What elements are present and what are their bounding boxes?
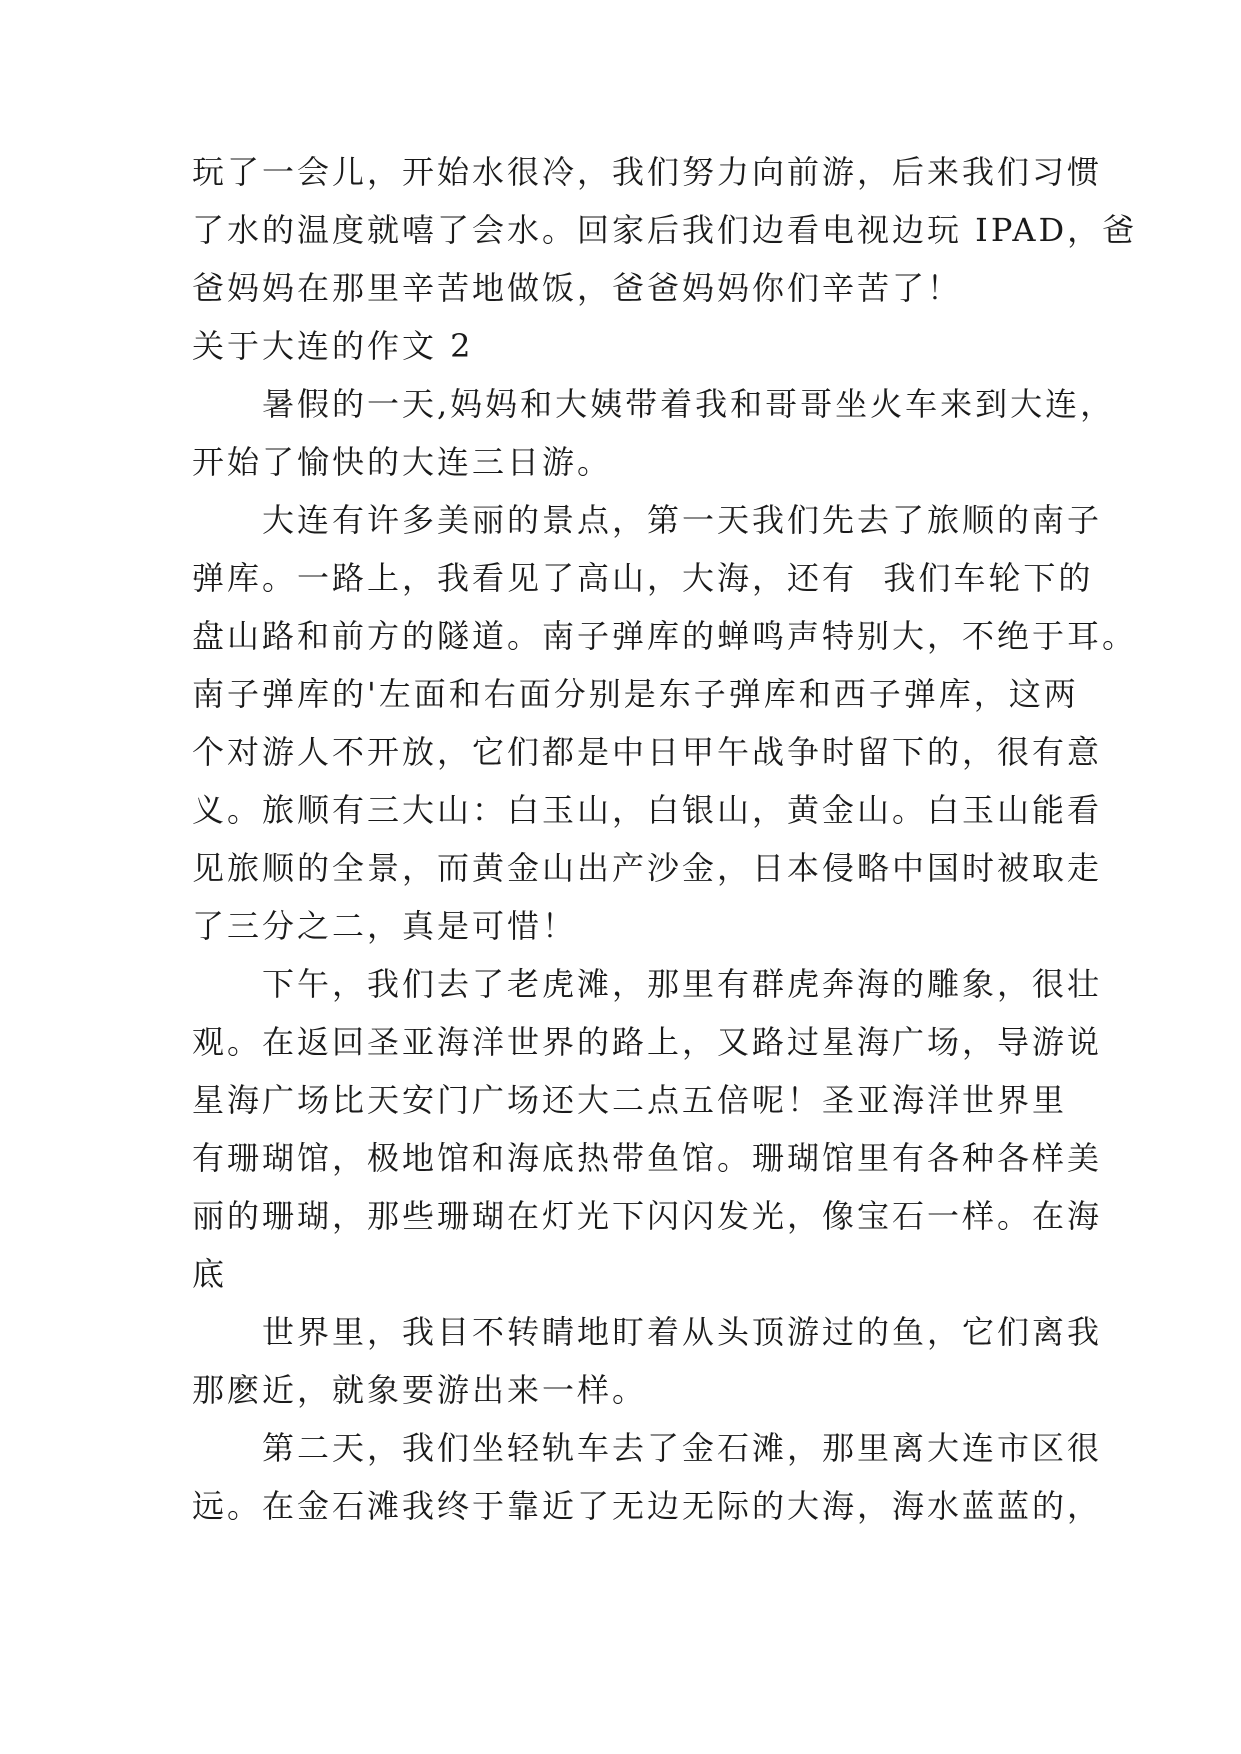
text-line: 第二天，我们坐轻轨车去了金石滩，那里离大连市区很	[192, 1429, 1103, 1467]
text-line: 玩了一会儿，开始水很冷，我们努力向前游，后来我们习惯	[192, 153, 1103, 191]
text-line: 大连有许多美丽的景点，第一天我们先去了旅顺的南子	[192, 501, 1103, 539]
section-heading: 关于大连的作文 2	[192, 327, 474, 365]
text-line: 丽的珊瑚，那些珊瑚在灯光下闪闪发光，像宝石一样。在海	[192, 1197, 1103, 1235]
text-line: 盘山路和前方的隧道。南子弹库的蝉鸣声特别大，不绝于耳。	[192, 617, 1138, 655]
text-line: 个对游人不开放，它们都是中日甲午战争时留下的，很有意	[192, 733, 1103, 771]
text-line: 观。在返回圣亚海洋世界的路上，又路过星海广场，导游说	[192, 1023, 1103, 1061]
text-line: 世界里，我目不转睛地盯着从头顶游过的鱼，它们离我	[192, 1313, 1103, 1351]
text-line: 弹库。一路上，我看见了高山，大海，还有 我们车轮下的	[192, 559, 1094, 597]
text-line: 爸妈妈在那里辛苦地做饭，爸爸妈妈你们辛苦了！	[192, 269, 963, 307]
text-line: 了水的温度就嘻了会水。回家后我们边看电视边玩 IPAD，爸	[192, 211, 1138, 249]
text-line: 了三分之二，真是可惜！	[192, 907, 578, 945]
text-line: 见旅顺的全景，而黄金山出产沙金，日本侵略中国时被取走	[192, 849, 1103, 887]
text-line: 义。旅顺有三大山：白玉山，白银山，黄金山。白玉山能看	[192, 791, 1103, 829]
text-line: 暑假的一天,妈妈和大姨带着我和哥哥坐火车来到大连，	[192, 385, 1116, 423]
text-line: 底	[192, 1255, 228, 1293]
text-line: 南子弹库的'左面和右面分别是东子弹库和西子弹库，这两	[192, 675, 1079, 713]
text-line: 下午，我们去了老虎滩，那里有群虎奔海的雕象，很壮	[192, 965, 1103, 1003]
text-line: 那麽近，就象要游出来一样。	[192, 1371, 648, 1409]
text-line: 远。在金石滩我终于靠近了无边无际的大海，海水蓝蓝的，	[192, 1487, 1103, 1525]
text-line: 有珊瑚馆，极地馆和海底热带鱼馆。珊瑚馆里有各种各样美	[192, 1139, 1103, 1177]
text-line: 星海广场比天安门广场还大二点五倍呢！圣亚海洋世界里	[192, 1081, 1068, 1119]
text-line: 开始了愉快的大连三日游。	[192, 443, 613, 481]
